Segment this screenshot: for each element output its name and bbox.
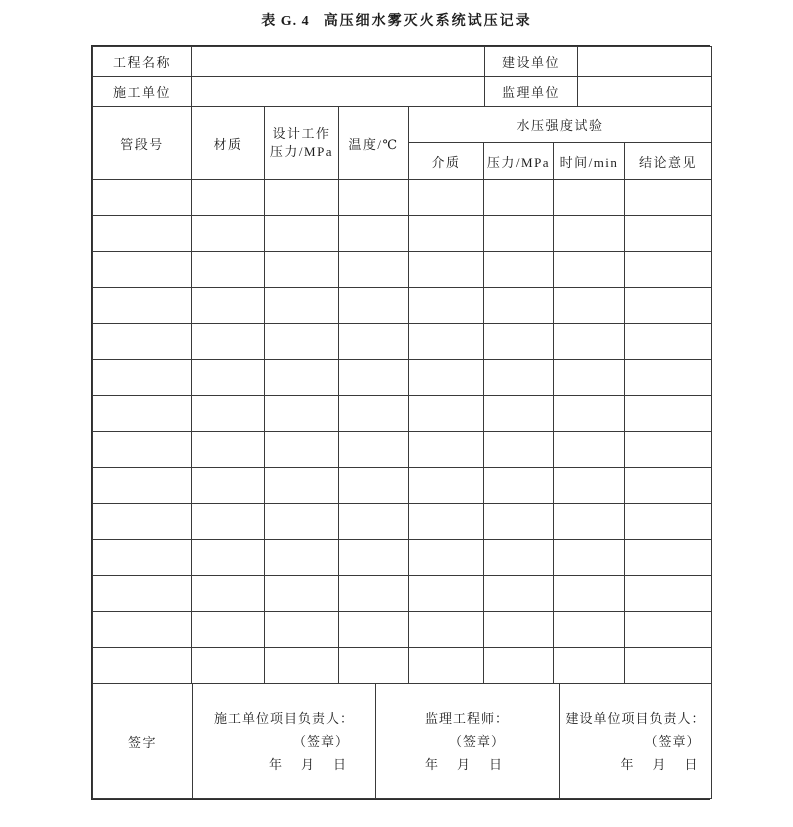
- empty-cell: [484, 540, 554, 576]
- empty-cell: [409, 432, 484, 468]
- empty-cell: [409, 468, 484, 504]
- col-header-time: 时间/min: [554, 143, 625, 180]
- empty-cell: [192, 468, 265, 504]
- empty-cell: [554, 540, 625, 576]
- empty-cell: [265, 576, 339, 612]
- col-group-strength-test: 水压强度试验: [409, 107, 712, 143]
- empty-grid-row: [93, 180, 712, 216]
- empty-cell: [265, 360, 339, 396]
- empty-grid-row: [93, 432, 712, 468]
- empty-cell: [484, 504, 554, 540]
- empty-cell: [484, 612, 554, 648]
- empty-cell: [93, 612, 192, 648]
- empty-cell: [625, 648, 712, 684]
- empty-cell: [339, 216, 409, 252]
- empty-cell: [339, 360, 409, 396]
- field-supervision-unit-value: [578, 77, 712, 107]
- empty-cell: [625, 396, 712, 432]
- empty-cell: [265, 504, 339, 540]
- empty-cell: [339, 432, 409, 468]
- empty-cell: [484, 576, 554, 612]
- empty-cell: [192, 396, 265, 432]
- empty-cell: [625, 252, 712, 288]
- col-header-medium: 介质: [409, 143, 484, 180]
- empty-cell: [192, 540, 265, 576]
- info-row-1: [93, 47, 712, 77]
- empty-grid-row: [93, 648, 712, 684]
- empty-cell: [625, 324, 712, 360]
- client-manager-label: 建设单位项目负责人：: [565, 710, 706, 726]
- empty-cell: [409, 324, 484, 360]
- empty-cell: [339, 504, 409, 540]
- empty-cell: [192, 180, 265, 216]
- empty-cell: [554, 612, 625, 648]
- empty-cell: [554, 468, 625, 504]
- empty-cell: [192, 288, 265, 324]
- empty-grid-row: [93, 216, 712, 252]
- empty-cell: [409, 216, 484, 252]
- empty-cell: [192, 504, 265, 540]
- supervisor-date-label: 年 月 日: [424, 756, 505, 772]
- empty-cell: [409, 540, 484, 576]
- empty-cell: [265, 324, 339, 360]
- empty-cell: [339, 576, 409, 612]
- empty-cell: [625, 288, 712, 324]
- empty-cell: [484, 288, 554, 324]
- construction-manager-label: 施工单位项目负责人：: [213, 710, 354, 726]
- empty-cell: [625, 612, 712, 648]
- empty-cell: [484, 216, 554, 252]
- empty-cell: [625, 180, 712, 216]
- col-header-temperature: 温度/℃: [339, 107, 409, 180]
- table-number: 表 G. 4: [261, 14, 310, 29]
- empty-cell: [554, 288, 625, 324]
- col-header-pipe-section: 管段号: [93, 107, 192, 180]
- page-title: [0, 10, 793, 30]
- empty-cell: [554, 252, 625, 288]
- empty-cell: [93, 324, 192, 360]
- empty-cell: [93, 252, 192, 288]
- empty-cell: [409, 288, 484, 324]
- empty-grid-row: [93, 612, 712, 648]
- empty-cell: [265, 288, 339, 324]
- empty-cell: [192, 612, 265, 648]
- empty-cell: [625, 468, 712, 504]
- empty-cell: [554, 432, 625, 468]
- empty-cell: [265, 216, 339, 252]
- label-project-name: 工程名称: [93, 47, 192, 77]
- empty-cell: [339, 180, 409, 216]
- empty-cell: [484, 252, 554, 288]
- empty-grid-row: [93, 504, 712, 540]
- empty-grid-row: [93, 252, 712, 288]
- empty-grid-row: [93, 576, 712, 612]
- info-table: [92, 46, 712, 107]
- form-table: [91, 45, 710, 800]
- empty-cell: [625, 216, 712, 252]
- signature-block-supervisor: [376, 684, 560, 799]
- header-row-top: [93, 107, 712, 143]
- col-header-material: 材质: [192, 107, 265, 180]
- empty-cell: [484, 324, 554, 360]
- table-title-text: 高压细水雾灭火系统试压记录: [323, 14, 532, 29]
- empty-cell: [339, 324, 409, 360]
- label-construction-unit: 施工单位: [93, 77, 192, 107]
- supervisor-seal-label: （签章）: [448, 733, 505, 749]
- empty-cell: [339, 288, 409, 324]
- empty-cell: [265, 612, 339, 648]
- empty-cell: [93, 576, 192, 612]
- empty-cell: [409, 648, 484, 684]
- empty-cell: [192, 216, 265, 252]
- empty-cell: [192, 576, 265, 612]
- empty-cell: [265, 648, 339, 684]
- design-pressure-line1: 设计工作: [272, 126, 331, 141]
- empty-cell: [484, 396, 554, 432]
- field-construction-unit-value: [192, 77, 485, 107]
- empty-cell: [192, 324, 265, 360]
- signature-table: [92, 683, 712, 799]
- empty-cell: [265, 252, 339, 288]
- signature-block-construction: [193, 684, 376, 799]
- empty-cell: [192, 648, 265, 684]
- empty-cell: [625, 504, 712, 540]
- empty-cell: [93, 504, 192, 540]
- client-seal-label: （签章）: [644, 733, 701, 749]
- empty-cell: [484, 432, 554, 468]
- empty-cell: [554, 180, 625, 216]
- field-client-unit-value: [578, 47, 712, 77]
- col-header-conclusion: 结论意见: [625, 143, 712, 180]
- empty-cell: [93, 216, 192, 252]
- empty-cell: [93, 360, 192, 396]
- empty-cell: [93, 396, 192, 432]
- empty-grid-row: [93, 396, 712, 432]
- empty-cell: [554, 216, 625, 252]
- supervisor-label: 监理工程师：: [424, 710, 509, 726]
- col-header-pressure: 压力/MPa: [484, 143, 554, 180]
- client-date-label: 年 月 日: [620, 756, 701, 772]
- empty-cell: [192, 360, 265, 396]
- empty-cell: [93, 540, 192, 576]
- empty-grid-row: [93, 468, 712, 504]
- empty-cell: [339, 468, 409, 504]
- empty-cell: [409, 252, 484, 288]
- empty-cell: [554, 648, 625, 684]
- signature-block-client: [560, 684, 712, 799]
- empty-cell: [339, 252, 409, 288]
- main-table: [92, 106, 712, 684]
- empty-cell: [625, 432, 712, 468]
- construction-date-label: 年 月 日: [268, 756, 349, 772]
- empty-cell: [409, 360, 484, 396]
- info-row-2: [93, 77, 712, 107]
- construction-sign-block: [214, 707, 354, 776]
- empty-cell: [554, 576, 625, 612]
- empty-grid-row: [93, 540, 712, 576]
- empty-cell: [484, 648, 554, 684]
- empty-cell: [409, 576, 484, 612]
- empty-grid-row: [93, 324, 712, 360]
- empty-cell: [265, 180, 339, 216]
- empty-grid-row: [93, 288, 712, 324]
- empty-cell: [409, 504, 484, 540]
- empty-cell: [93, 468, 192, 504]
- client-sign-block: [565, 707, 705, 776]
- empty-cell: [409, 612, 484, 648]
- empty-cell: [265, 432, 339, 468]
- empty-cell: [484, 468, 554, 504]
- label-supervision-unit: 监理单位: [485, 77, 578, 107]
- empty-cell: [192, 432, 265, 468]
- supervisor-sign-block: [425, 707, 510, 776]
- empty-cell: [484, 360, 554, 396]
- empty-cell: [625, 576, 712, 612]
- empty-cell: [554, 360, 625, 396]
- signature-label: 签字: [93, 684, 193, 799]
- empty-cell: [339, 396, 409, 432]
- empty-cell: [409, 396, 484, 432]
- empty-cell: [339, 648, 409, 684]
- empty-cell: [625, 360, 712, 396]
- empty-cell: [93, 432, 192, 468]
- empty-cell: [554, 324, 625, 360]
- empty-cell: [265, 396, 339, 432]
- label-client-unit: 建设单位: [485, 47, 578, 77]
- empty-cell: [409, 180, 484, 216]
- empty-cell: [265, 468, 339, 504]
- empty-cell: [625, 540, 712, 576]
- col-header-design-pressure: [265, 107, 339, 180]
- construction-seal-label: （签章）: [292, 733, 349, 749]
- empty-cell: [265, 540, 339, 576]
- empty-cell: [192, 252, 265, 288]
- empty-grid-body: [93, 180, 712, 684]
- empty-cell: [93, 288, 192, 324]
- empty-cell: [339, 612, 409, 648]
- empty-cell: [484, 180, 554, 216]
- field-project-name-value: [192, 47, 485, 77]
- empty-cell: [554, 504, 625, 540]
- empty-grid-row: [93, 360, 712, 396]
- empty-cell: [93, 180, 192, 216]
- design-pressure-line2: 压力/MPa: [269, 144, 334, 159]
- empty-cell: [93, 648, 192, 684]
- empty-cell: [554, 396, 625, 432]
- signature-row: [93, 684, 712, 799]
- empty-cell: [339, 540, 409, 576]
